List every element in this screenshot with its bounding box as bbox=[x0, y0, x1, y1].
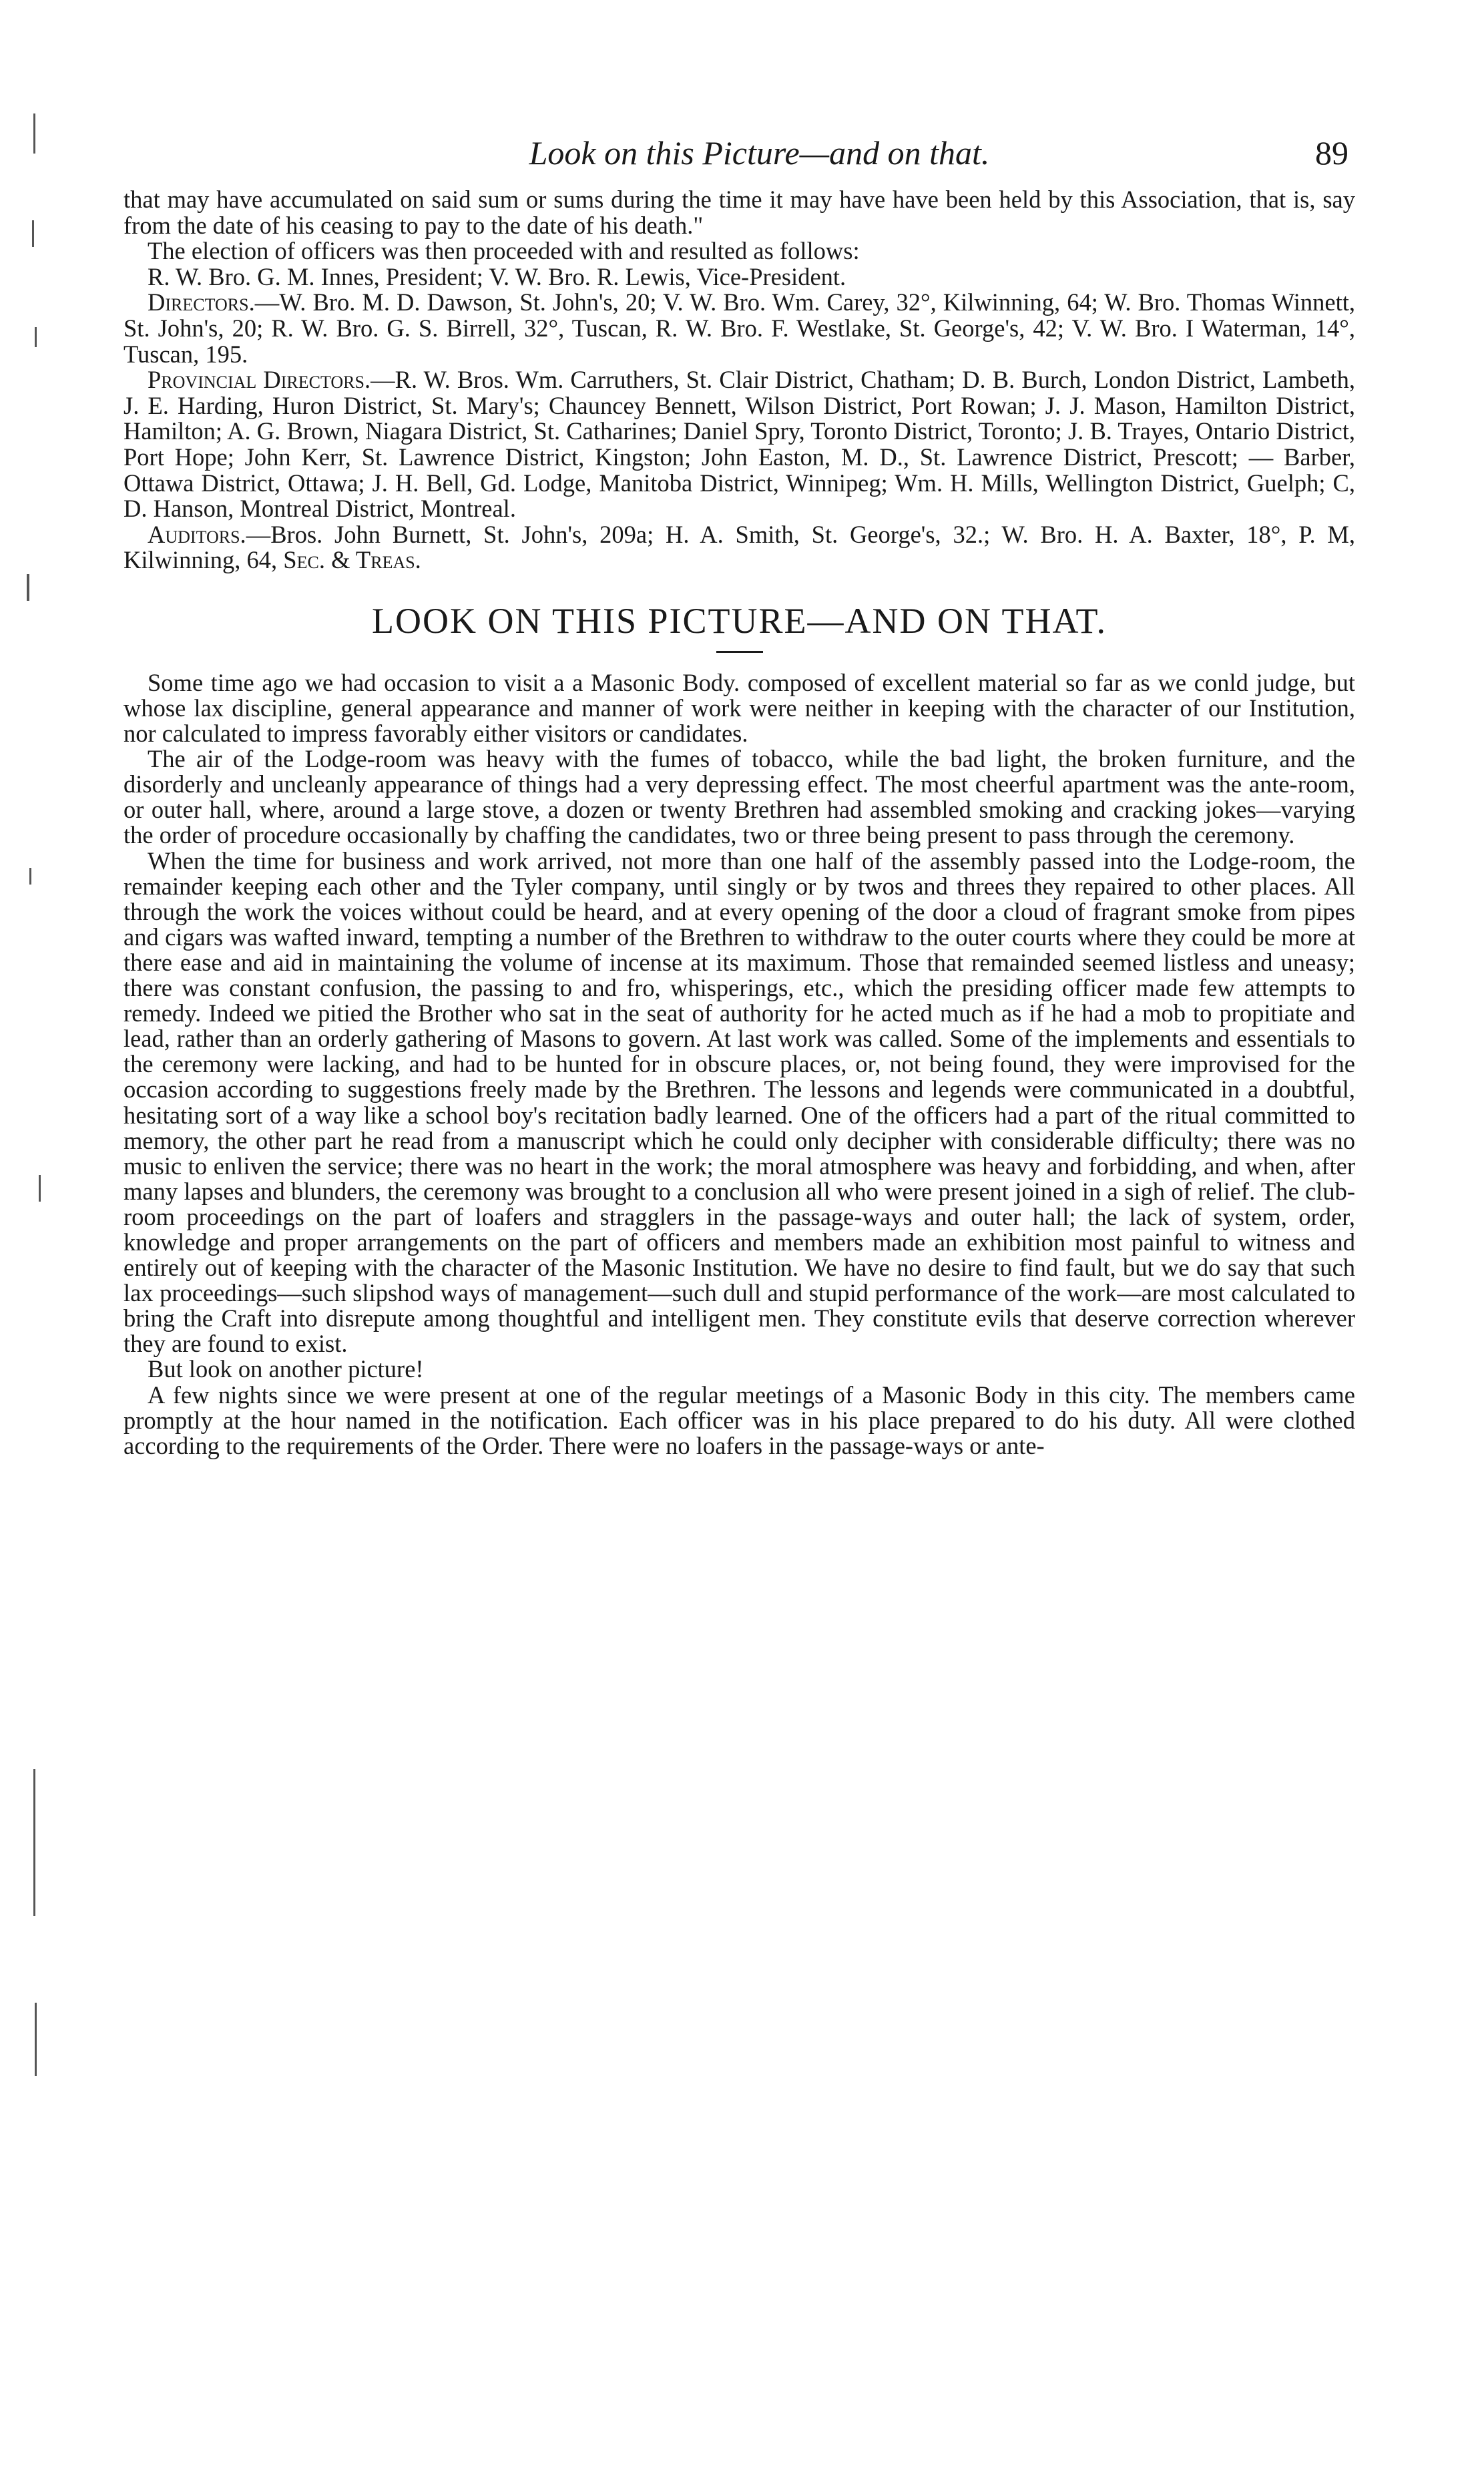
article-paragraph: But look on another picture! bbox=[148, 1355, 424, 1383]
paragraph: R. W. Bro. G. M. Innes, President; V. W. Bro. R. Lewis, Vice-President. bbox=[148, 262, 846, 290]
provincial-directors-label: Provincial Directors. bbox=[148, 366, 371, 394]
article-paragraph: A few nights since we were present at one of the regular meetings of a Masonic Body in this city. The members came promptly at the hour named in the notification. Each officer was in his place prepared to do his duty. All were clothed according to the requirements of the Order. There were no loafers in the passage-ways or ante- bbox=[123, 1381, 1355, 1459]
article-title: LOOK ON THIS PICTURE—AND ON THAT. bbox=[372, 600, 1107, 641]
running-title: Look on this Picture—and on that. bbox=[529, 134, 990, 172]
auditors-paragraph bbox=[123, 522, 1355, 573]
paragraph: The election of officers was then proceeded with and resulted as follows: bbox=[148, 237, 860, 265]
directors-paragraph bbox=[123, 290, 1355, 367]
margin-mark bbox=[27, 574, 29, 601]
article-paragraph: Some time ago we had occasion to visit a a Masonic Body. composed of excellent material so far as we conld judge, but whose lax discipline, general appearance and manner of work were neither in keeping with the character of our Institution, nor calculated to impress favorably either visitors or candidates. bbox=[123, 668, 1355, 748]
margin-mark bbox=[33, 113, 35, 154]
article bbox=[123, 600, 1355, 1459]
provincial-directors-paragraph bbox=[123, 367, 1355, 522]
auditors-text: —Bros. John Burnett, St. John's, 209a; H. A. Smith, St. George's, 32.; W. Bro. H. A. Baxter, 18°, P. M, Kilwinning, 64, bbox=[123, 520, 1355, 574]
margin-mark bbox=[39, 1175, 41, 1202]
running-head bbox=[123, 127, 1355, 187]
left-margin-artifacts bbox=[0, 0, 73, 2472]
margin-mark bbox=[32, 220, 34, 247]
secretary-treasurer-label: Sec. & Treas. bbox=[283, 546, 421, 574]
margin-mark bbox=[35, 2003, 37, 2076]
directors-label: Directors. bbox=[148, 288, 255, 316]
article-paragraph: When the time for business and work arrived, not more than one half of the assembly passed into the Lodge-room, the remainder keeping each other and the Tyler company, until singly or by twos and threes they repaired to other places. All through the work the voices without could be heard, and at every opening of the door a cloud of fragrant smoke from pipes and cigars was wafted inward, tempting a number of the Brethren to withdraw to the outer courts where they could be more at there ease and aid in maintaining the volume of incense at its maximum. Those that remainded seemed listless and uneasy; there was constant confusion, the passing to and fro, whisperings, etc., which the presiding officer made few attempts to remedy. Indeed we pitied the Brother who sat in the seat of authority for he acted much as if he had a mob to propitiate and lead, rather than an orderly gathering of Masons to govern. At last work was called. Some of the implements and essentials to the ceremony were lacking, and had to be hunted for in obscure places, or, not being found, they were improvised for the occasion according to suggestions freely made by the Brethren. The lessons and legends were communicated in a doubtful, hesitating sort of a way like a school boy's recitation badly learned. One of the officers had a part of the ritual committed to memory, the other part he read from a manuscript which he could only decipher with considerable difficulty; there was no music to enliven the service; there was no heart in the work; the moral atmosphere was heavy and forbidding, and when, after many lapses and blunders, the ceremony was brought to a conclusion all who were present joined in a sigh of relief. The club-room proceedings on the part of loafers and stragglers in the passage-ways and outer hall; the lack of system, order, knowledge and proper arrangements on the part of officers and members made an exhibition most painful to witness and entirely out of keeping with the character of the Masonic Institution. We have no desire to find fault, but we do say that such lax proceedings—such slipshod ways of management—such dull and stupid performance of the work—are most calculated to bring the Craft into disrepute among thoughtful and intelligent men. They constitute evils that deserve correction wherever they are found to exist. bbox=[123, 846, 1355, 1358]
article-paragraph: The air of the Lodge-room was heavy with the fumes of tobacco, while the bad light, the broken furniture, and the disorderly and uncleanly appearance of things had a very depressing effect. The most cheerful apartment was the ante-room, or outer hall, where, around a large stove, a dozen or twenty Brethren had assembled smoking and cracking jokes—varying the order of procedure occasionally by chaffing the candidates, two or three being present to pass through the ceremony. bbox=[123, 745, 1355, 849]
page bbox=[123, 127, 1355, 1459]
title-rule bbox=[716, 651, 763, 653]
directors-text: —W. Bro. M. D. Dawson, St. John's, 20; V. W. Bro. Wm. Carey, 32°, Kilwinning, 64; W. Bro. Thomas Winnett, St. John's, 20; R. W. Bro. G. S. Birrell, 32°, Tuscan, R. W. Bro. F. Westlake, St. George's, 42; V. W. Bro. I Waterman, 14°, Tuscan, 195. bbox=[123, 288, 1355, 368]
paragraph: that may have accumulated on said sum or sums during the time it may have have been held by this Association, that is, say from the date of his ceasing to pay to the date of his death." bbox=[123, 186, 1355, 239]
auditors-label: Auditors. bbox=[148, 520, 246, 548]
margin-mark bbox=[35, 327, 37, 347]
margin-mark bbox=[33, 1769, 35, 1916]
provincial-directors-text: —R. W. Bros. Wm. Carruthers, St. Clair District, Chatham; D. B. Burch, London District, Lambeth, J. E. Harding, Huron District, St. Mary's; Chauncey Bennett, Wilson District, Port Rowan; J. J. Mason, Hamilton District, Hamilton; A. G. Brown, Niagara District, St. Catharines; Daniel Spry, Toronto District, Toronto; J. B. Trayes, Ontario District, Port Hope; John Kerr, St. Lawrence District, Kingston; John Easton, M. D., St. Lawrence District, Prescott; — Barber, Ottawa District, Ottawa; J. H. Bell, Gd. Lodge, Manitoba District, Winnipeg; Wm. H. Mills, Wellington District, Guelph; C, D. Hanson, Montreal District, Montreal. bbox=[123, 366, 1355, 523]
front-matter bbox=[123, 187, 1355, 573]
page-number: 89 bbox=[1315, 134, 1348, 172]
margin-mark bbox=[29, 868, 31, 885]
